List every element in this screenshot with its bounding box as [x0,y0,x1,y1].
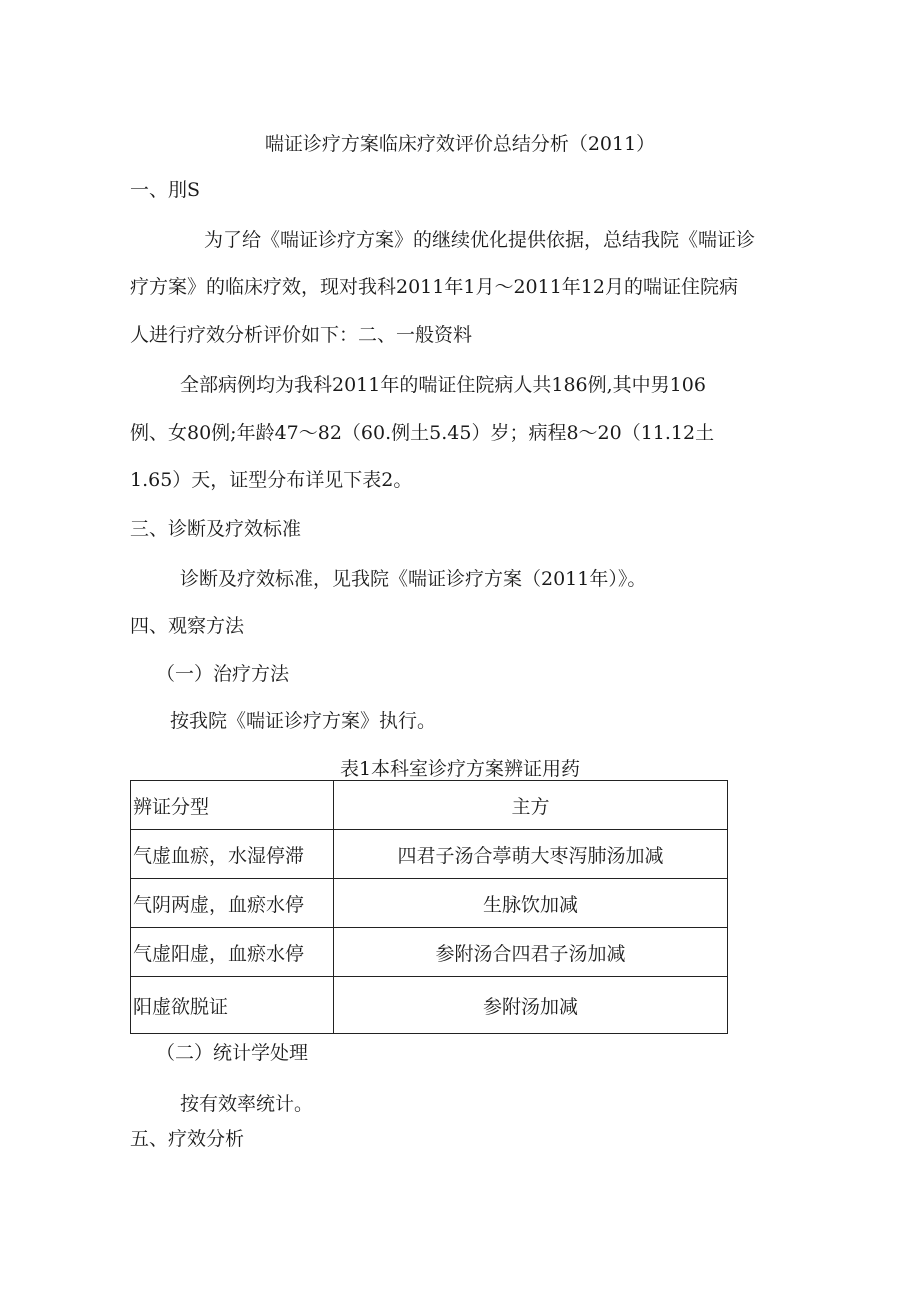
table-cell: 气虚阳虚，血瘀水停 [131,928,334,977]
table-cell: 阳虚欲脱证 [131,977,334,1034]
subsection-heading-2: （二）统计学处理 [156,1042,309,1064]
section-heading-1: 一、刖S [130,179,201,201]
section-heading-3: 三、诊断及疗效标准 [130,518,302,540]
paragraph-line: 1.65）天，证型分布详见下表2。 [130,469,413,491]
treatment-table [130,780,728,1034]
subsection-heading-1: （一）治疗方法 [156,663,290,685]
paragraph-line: 例、女80例;年龄47～82（60.例土5.45）岁；病程8～20（11.12土 [130,422,715,444]
table-row [131,879,728,928]
paragraph-line: 按我院《喘证诊疗方案》执行。 [170,710,437,732]
section-heading-4: 四、观察方法 [130,615,245,637]
table-cell: 参附汤加减 [334,977,728,1034]
header-cell-prescription: 主方 [334,781,728,830]
paragraph-line: 为了给《喘证诊疗方案》的继续优化提供依据，总结我院《喘证诊 [204,229,756,251]
paragraph-line: 按有效率统计。 [180,1093,314,1115]
paragraph-line: 人进行疗效分析评价如下：二、一般资料 [130,324,473,346]
table-cell: 气虚血瘀，水湿停滞 [131,830,334,879]
header-cell-syndrome: 辨证分型 [131,781,334,830]
paragraph-line: 诊断及疗效标准，见我院《喘证诊疗方案（2011年）》。 [180,568,647,590]
paragraph-line: 疗方案》的临床疗效，现对我科2011年1月～2011年12月的喘证住院病 [130,276,738,298]
table-caption: 表1本科室诊疗方案辨证用药 [339,758,581,780]
section-heading-5: 五、疗效分析 [130,1128,245,1150]
document-title: 喘证诊疗方案临床疗效评价总结分析（2011） [264,133,656,155]
table-cell: 生脉饮加减 [334,879,728,928]
table-row [131,977,728,1034]
table-cell: 参附汤合四君子汤加减 [334,928,728,977]
table-row [131,830,728,879]
table-row [131,928,728,977]
paragraph-line: 全部病例均为我科2011年的喘证住院病人共186例,其中男106 [180,374,706,396]
table-header-row [131,781,728,830]
table-cell: 气阴两虚，血瘀水停 [131,879,334,928]
table-cell: 四君子汤合葶萌大枣泻肺汤加减 [334,830,728,879]
